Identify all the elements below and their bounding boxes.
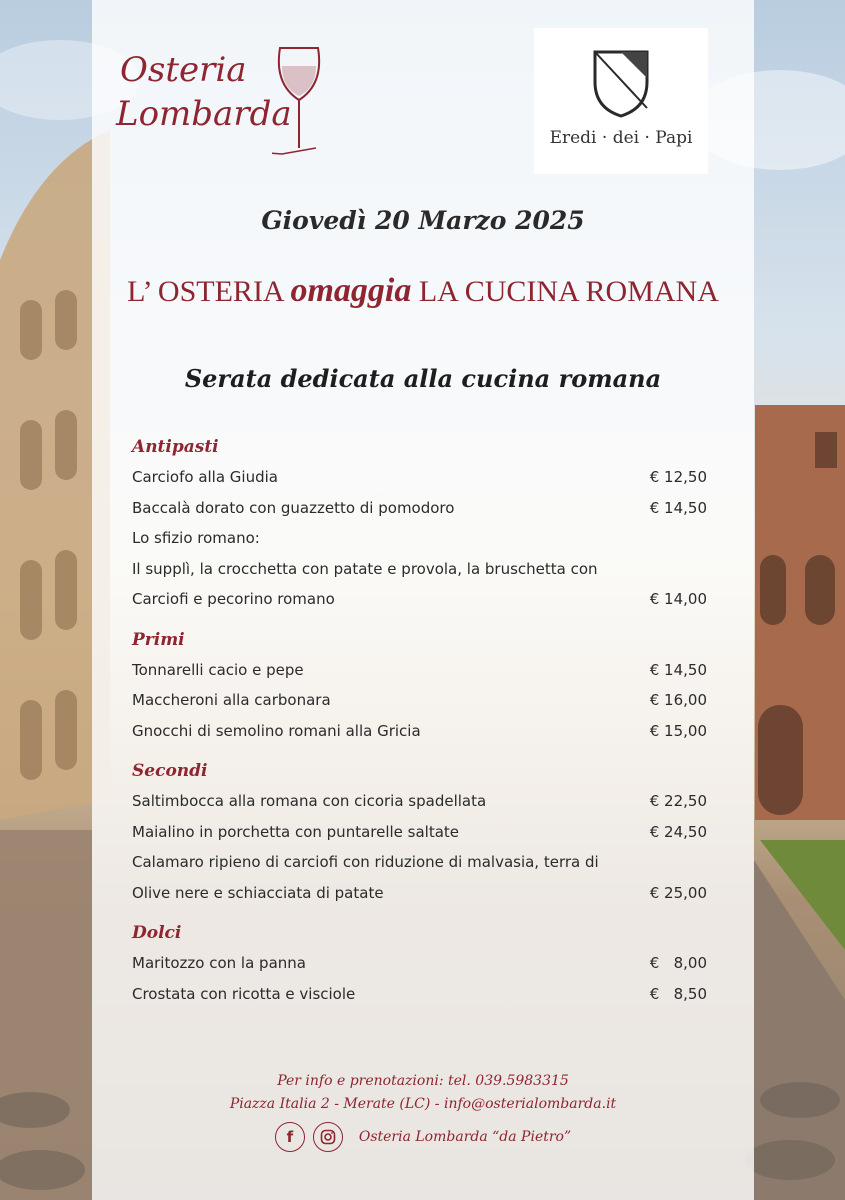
item-name: Carciofo alla Giudia [132,468,278,487]
item-price: € 22,50 [649,792,707,811]
item-name: Maccheroni alla carbonara [132,691,331,710]
wine-glass-icon [272,44,326,162]
section-title-antipasti: Antipasti [132,437,219,457]
item-name: Crostata con ricotta e visciole [132,984,356,1003]
item-name: Maritozzo con la panna [132,954,306,973]
item-name: Baccalà dorato con guazzetto di pomodoro [132,498,455,517]
section-title-primi: Primi [132,629,185,650]
menu-item [132,655,707,686]
menu-item [132,786,707,817]
item-price: € 12,50 [649,468,707,487]
footer-address: Piazza Italia 2 - Merate (LC) - info@osterialombarda.it [229,1096,617,1112]
menu-item [132,462,707,493]
item-price: € 15,00 [649,721,707,740]
item-name: Maialino in porchetta con puntarelle saltate [132,822,460,841]
item-name: Lo sfizio romano: [132,529,260,548]
menu-item [132,523,707,554]
headline-emphasis: omaggia [290,272,412,309]
event-subtitle: Serata dedicata alla cucina romana [184,364,662,393]
brand-name: Eredi · dei · Papi [549,128,693,148]
section-title-dolci: Dolci [132,923,182,943]
menu-item [132,878,707,909]
headline-part-2: LA CUCINA ROMANA [411,275,719,308]
item-price: € 14,50 [649,498,707,517]
instagram-icon[interactable] [313,1122,343,1152]
item-name: Saltimbocca alla romana con cicoria spadellata [132,792,487,811]
menu-item [132,685,707,716]
item-price: € 14,00 [649,590,707,609]
event-date: Giovedì 20 Marzo 2025 [261,206,585,235]
item-name: Carciofi e pecorino romano [132,590,335,609]
item-price: € 8,00 [649,954,707,973]
footer [92,1070,754,1152]
section-title-secondi: Secondi [132,761,208,781]
menu-list [132,432,707,1009]
menu-item [132,493,707,524]
item-name: Olive nere e schiacciata di patate [132,883,384,902]
item-name: Calamaro ripieno di carciofi con riduzione di malvasia, terra di [132,853,599,872]
item-price: € 14,50 [649,660,707,679]
menu-item [132,554,707,585]
logo-text-line1: Osteria [120,50,247,90]
item-price: € 16,00 [649,691,707,710]
facebook-icon[interactable]: f [275,1122,305,1152]
eredi-dei-papi-logo [534,28,708,174]
event-headline [92,272,754,310]
footer-info: Per info e prenotazioni: tel. 039.5983315 [277,1073,569,1089]
shield-icon [591,48,651,120]
social-account-name: Osteria Lombarda “da Pietro” [358,1129,572,1145]
menu-item [132,948,707,979]
headline-part-1: L’ OSTERIA [127,275,291,308]
menu-item [132,716,707,747]
item-name: Gnocchi di semolino romani alla Gricia [132,721,421,740]
item-name: Il supplì, la crocchetta con patate e provola, la bruschetta con [132,559,598,578]
item-price: € 8,50 [649,984,707,1003]
menu-item [132,847,707,878]
menu-item [132,817,707,848]
osteria-lombarda-logo [112,40,332,165]
item-name: Tonnarelli cacio e pepe [132,660,304,679]
item-price: € 24,50 [649,822,707,841]
social-links [92,1122,754,1152]
instagram-glyph [320,1129,336,1145]
item-price: € 25,00 [649,883,707,902]
menu-item [132,584,707,615]
menu-item [132,979,707,1010]
logo-text-line2: Lombarda [116,94,292,134]
